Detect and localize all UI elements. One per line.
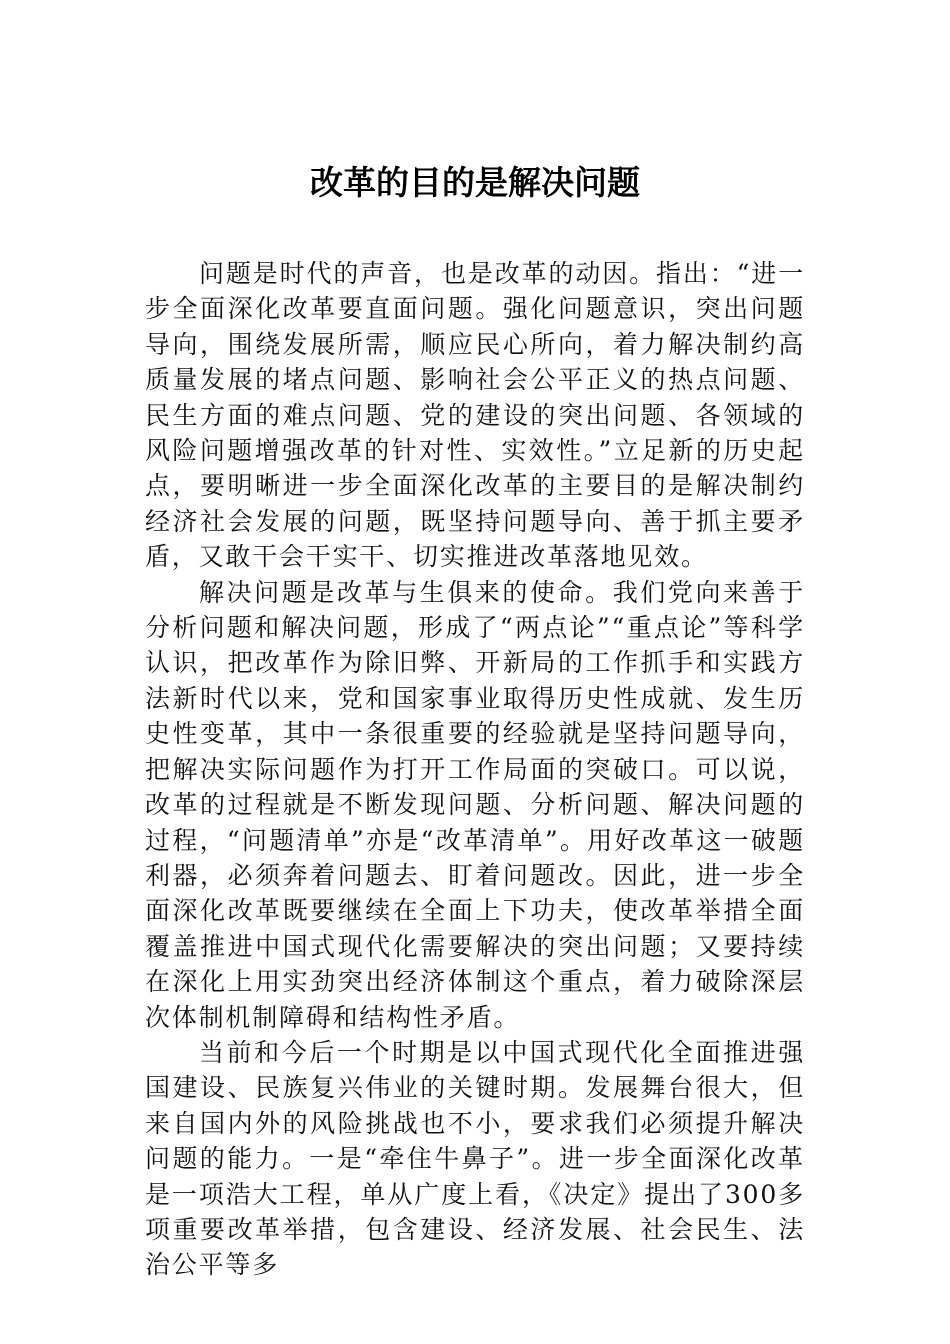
paragraph-1: 问题是时代的声音，也是改革的动因。指出：“进一步全面深化改革要直面问题。强化问题意识，突出问题导向，围绕发展所需，顺应民心所向，着力解决制约高质量发展的堵点问题、影响社会公平正义的热点问题、民生方面的难点问题、党的建设的突出问题、各领域的风险问题增强改革的针对性、实效性。”立足新的历史起点，要明晰进一步全面深化改革的主要目的是解决制约经济社会发展的问题，既坚持问题导向、善于抓主要矛盾，又敢干会干实干、切实推进改革落地见效。 [145, 259, 805, 572]
paragraph-2: 解决问题是改革与生俱来的使命。我们党向来善于分析问题和解决问题，形成了“两点论”“重点论”等科学认识，把改革作为除旧弊、开新局的工作抓手和实践方法新时代以来，党和国家事业取得历史性成就、发生历史性变革，其中一条很重要的经验就是坚持问题导向，把解决实际问题作为打开工作局面的突破口。可以说，改革的过程就是不断发现问题、分析问题、解决问题的过程，“问题清单”亦是“改革清单”。用好改革这一破题利器，必须奔着问题去、盯着问题改。因此，进一步全面深化改革既要继续在全面上下功夫，使改革举措全面覆盖推进中国式现代化需要解决的突出问题；又要持续在深化上用实劲突出经济体制这个重点，着力破除深层次体制机制障碍和结构性矛盾。 [145, 577, 805, 1032]
paragraph-3: 当前和今后一个时期是以中国式现代化全面推进强国建设、民族复兴伟业的关键时期。发展舞台很大，但来自国内外的风险挑战也不小，要求我们必须提升解决问题的能力。一是“牵住牛鼻子”。进一步全面深化改革是一项浩大工程，单从广度上看，《决定》提出了300多项重要改革举措，包含建设、经济发展、社会民生、法治公平等多 [145, 1037, 805, 1280]
document-title: 改革的目的是解决问题 [310, 163, 640, 202]
document-body [145, 256, 805, 1283]
